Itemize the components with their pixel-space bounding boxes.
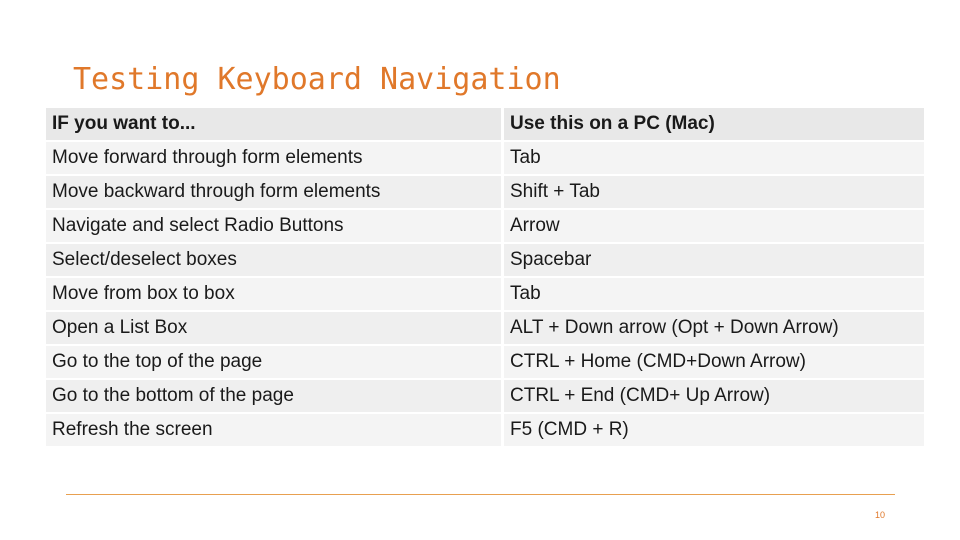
shortcut-cell: Shift + Tab bbox=[504, 176, 924, 210]
table-row bbox=[46, 176, 924, 210]
action-cell: Move backward through form elements bbox=[46, 176, 504, 210]
action-cell: Go to the top of the page bbox=[46, 346, 504, 380]
action-cell: Select/deselect boxes bbox=[46, 244, 504, 278]
keyboard-navigation-table bbox=[46, 108, 924, 448]
shortcut-cell: Spacebar bbox=[504, 244, 924, 278]
shortcut-cell: CTRL + End (CMD+ Up Arrow) bbox=[504, 380, 924, 414]
header-action: IF you want to... bbox=[46, 108, 504, 142]
table-row bbox=[46, 414, 924, 448]
table-row bbox=[46, 380, 924, 414]
action-cell: Refresh the screen bbox=[46, 414, 504, 448]
shortcut-cell: F5 (CMD + R) bbox=[504, 414, 924, 448]
action-cell: Move forward through form elements bbox=[46, 142, 504, 176]
table-row bbox=[46, 142, 924, 176]
action-cell: Open a List Box bbox=[46, 312, 504, 346]
shortcut-cell: CTRL + Home (CMD+Down Arrow) bbox=[504, 346, 924, 380]
shortcut-cell: Arrow bbox=[504, 210, 924, 244]
shortcut-cell: Tab bbox=[504, 142, 924, 176]
table-row bbox=[46, 210, 924, 244]
page-number: 10 bbox=[874, 510, 885, 520]
table-row bbox=[46, 244, 924, 278]
table-row bbox=[46, 278, 924, 312]
header-shortcut: Use this on a PC (Mac) bbox=[504, 108, 924, 142]
table-row bbox=[46, 312, 924, 346]
shortcut-cell: ALT + Down arrow (Opt + Down Arrow) bbox=[504, 312, 924, 346]
table-header-row bbox=[46, 108, 924, 142]
action-cell: Move from box to box bbox=[46, 278, 504, 312]
shortcut-cell: Tab bbox=[504, 278, 924, 312]
action-cell: Navigate and select Radio Buttons bbox=[46, 210, 504, 244]
slide-title: Testing Keyboard Navigation bbox=[73, 62, 561, 97]
table-row bbox=[46, 346, 924, 380]
footer-divider bbox=[66, 494, 895, 495]
action-cell: Go to the bottom of the page bbox=[46, 380, 504, 414]
